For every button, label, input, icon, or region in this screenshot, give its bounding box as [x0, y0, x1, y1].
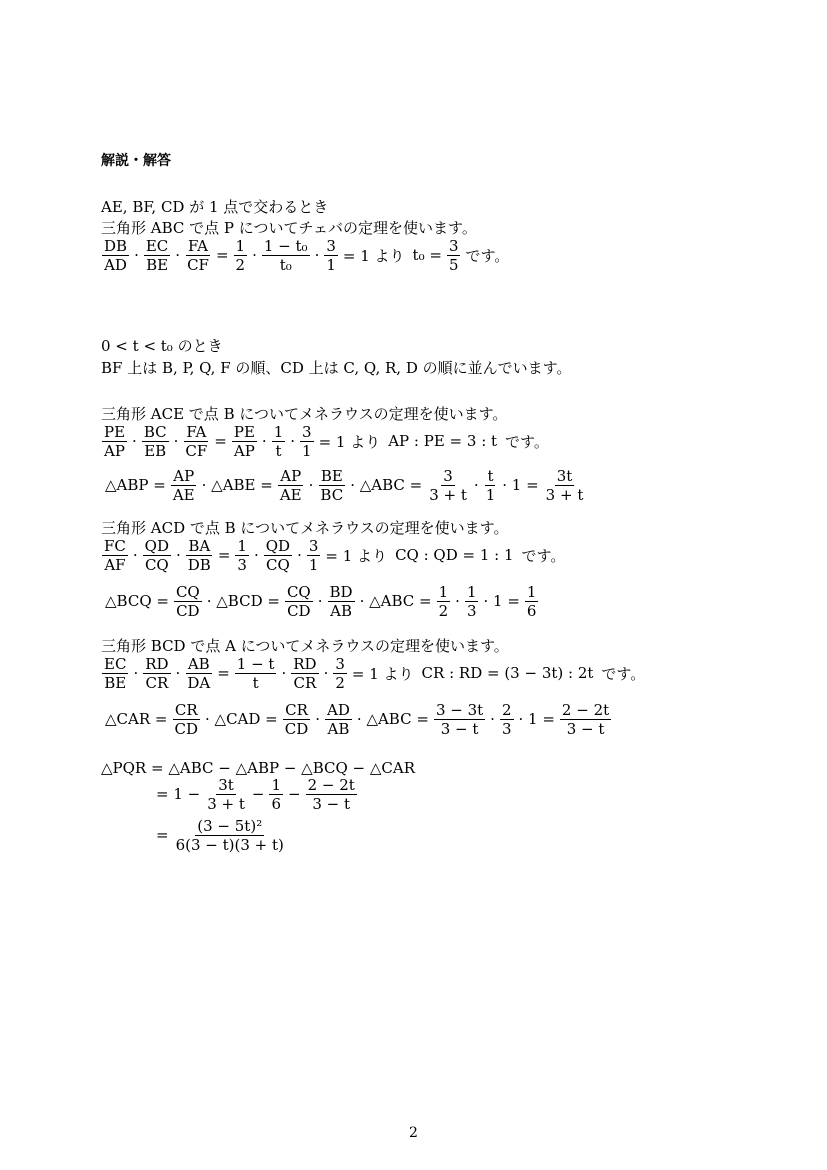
equation-text: · 1 = [483, 592, 520, 610]
equation-text: · [175, 664, 181, 682]
fraction [185, 655, 212, 692]
equation-text: · [176, 546, 181, 564]
equation-text: · △ABC = [350, 476, 423, 494]
s3-line1: 三角形 ACE で点 B についてメネラウスの定理を使います。 [101, 405, 508, 423]
fraction-numerator: 1 [438, 582, 449, 601]
fraction-denominator: AE [279, 485, 302, 504]
fraction-numerator: 3t [218, 775, 234, 794]
fraction-numerator: EC [104, 654, 127, 673]
equation-text: · [455, 592, 460, 610]
equation-text: = [214, 432, 227, 450]
s1-line2: 三角形 ABC で点 P についてチェバの定理を使います。 [101, 219, 477, 237]
fraction [235, 655, 277, 692]
page-number: 2 [409, 1125, 418, 1141]
fraction-denominator: DA [187, 673, 211, 692]
equation-text: = 1 − [156, 785, 201, 803]
equation-text: · [317, 592, 323, 610]
equation-text: · 1 = [518, 710, 555, 728]
equation-text: · [132, 432, 137, 450]
fraction-denominator: t₀ [279, 255, 292, 274]
s5-menelaus-equation [101, 652, 649, 694]
equation-text: △ABP = [105, 476, 166, 494]
fraction-numerator: RD [293, 654, 317, 673]
s2-line2: BF 上は B, P, Q, F の順、CD 上は C, Q, R, D の順に並んでいます。 [101, 359, 572, 377]
equation-text: = 1 より [325, 546, 388, 565]
equation-text: = [156, 826, 169, 844]
fraction-denominator: BE [146, 255, 169, 274]
s6-result-equation [152, 814, 287, 856]
equation-text: · △BCD = [206, 592, 280, 610]
fraction-numerator: 1 [271, 775, 282, 794]
fraction [185, 237, 211, 274]
equation-text: · 1 = [502, 476, 539, 494]
equation-text: △BCQ = [105, 592, 169, 610]
equation-text: · [132, 546, 138, 564]
s3-area-equation [101, 464, 586, 506]
fraction-numerator: 1 − t₀ [263, 236, 308, 255]
fraction [325, 701, 352, 738]
fraction [560, 701, 611, 738]
fraction [143, 655, 170, 692]
fraction-denominator: 2 [235, 255, 246, 274]
equation-text: · [314, 246, 320, 264]
fraction [264, 537, 292, 574]
fraction-numerator: 3 [302, 422, 312, 441]
fraction-denominator: CQ [266, 555, 290, 574]
fraction [234, 237, 248, 274]
fraction-denominator: AP [233, 441, 255, 460]
fraction-denominator: 2 [438, 601, 449, 620]
fraction [172, 701, 200, 738]
equation-text: − [251, 785, 265, 803]
fraction-denominator: 1 [485, 485, 496, 504]
fraction [171, 467, 197, 504]
fraction [205, 776, 247, 813]
equation-text: = 1 より [318, 432, 381, 451]
fraction-numerator: EC [145, 236, 169, 255]
fraction-denominator: CF [187, 255, 209, 274]
fraction-numerator: 3 [443, 466, 453, 485]
fraction-denominator: 5 [448, 255, 459, 274]
equation-text: · [290, 432, 296, 450]
fraction [328, 583, 355, 620]
fraction [291, 655, 318, 692]
equation-text: · △CAD = [205, 710, 278, 728]
equation-text: · △ABC = [356, 710, 429, 728]
fraction [500, 701, 514, 738]
s6-expansion-equation [152, 773, 358, 815]
fraction [142, 423, 169, 460]
fraction-numerator: 3 [448, 236, 459, 255]
fraction [186, 537, 213, 574]
fraction-numerator: RD [145, 654, 169, 673]
fraction-denominator: 3 − t [566, 719, 605, 738]
fraction-numerator: 3t [556, 466, 573, 485]
fraction-numerator: FA [186, 422, 207, 441]
fraction [434, 701, 485, 738]
s4-line1: 三角形 ACD で点 B についてメネラウスの定理を使います。 [101, 519, 509, 537]
fraction-denominator: 6 [526, 601, 537, 620]
fraction-denominator: CR [145, 673, 169, 692]
fraction [283, 701, 311, 738]
equation-text: です。 [601, 664, 646, 683]
equation-text: · [173, 432, 179, 450]
fraction [307, 537, 321, 574]
fraction [324, 237, 338, 274]
equation-text: = [217, 546, 231, 564]
fraction [143, 537, 171, 574]
fraction [447, 237, 461, 274]
fraction-denominator: 3 − t [440, 719, 479, 738]
fraction [465, 583, 479, 620]
fraction-numerator: CR [174, 700, 198, 719]
fraction-numerator: AB [187, 654, 210, 673]
fraction-numerator: BC [143, 422, 167, 441]
fraction-numerator: FC [104, 536, 126, 555]
fraction-numerator: t [487, 466, 494, 485]
equation-text: · [261, 432, 267, 450]
fraction-denominator: 1 [326, 255, 336, 274]
equation-text: · △ABE = [201, 476, 273, 494]
fraction-numerator: 1 − t [236, 654, 275, 673]
fraction-numerator: 2 − 2t [307, 775, 355, 794]
fraction [102, 237, 129, 274]
fraction [544, 467, 586, 504]
fraction [174, 583, 202, 620]
equation-text: です。 [505, 432, 549, 451]
s1-ceva-equation [101, 234, 513, 276]
fraction-numerator: 3 − 3t [435, 700, 484, 719]
fraction-numerator: PE [104, 422, 126, 441]
fraction [269, 776, 283, 813]
equation-text: · [134, 246, 139, 264]
fraction-denominator: 1 [308, 555, 319, 574]
fraction [427, 467, 469, 504]
equation-text: · [308, 476, 314, 494]
fraction-denominator: CD [284, 719, 309, 738]
fraction-denominator: CD [176, 601, 200, 620]
fraction [525, 583, 539, 620]
fraction-numerator: BE [320, 466, 343, 485]
equation-text: · [490, 710, 495, 728]
equation-text: AP : PE = 3 : t [388, 432, 498, 450]
fraction [333, 655, 347, 692]
fraction-denominator: t [252, 673, 259, 692]
fraction-denominator: 6 [271, 794, 282, 813]
fraction-denominator: 3 + t [429, 485, 467, 504]
fraction-numerator: BD [329, 582, 353, 601]
fraction-denominator: CR [293, 673, 317, 692]
fraction [278, 467, 304, 504]
equation-text: △CAR = [105, 710, 168, 728]
equation-text: CR : RD = (3 − 3t) : 2t [421, 664, 594, 682]
fraction-denominator: AB [330, 601, 352, 620]
equation-text: · △ABC = [359, 592, 432, 610]
fraction-denominator: CQ [144, 555, 169, 574]
fraction [262, 237, 310, 274]
fraction [235, 537, 249, 574]
fraction-denominator: CD [174, 719, 198, 738]
section-heading: 解説・解答 [101, 153, 171, 169]
s4-menelaus-equation [101, 534, 569, 576]
fraction [144, 237, 170, 274]
equation-text: · [252, 246, 257, 264]
fraction-numerator: QD [265, 536, 291, 555]
fraction-numerator: 1 [526, 582, 537, 601]
equation-text: · [281, 664, 287, 682]
fraction-numerator: QD [144, 536, 169, 555]
fraction-numerator: CR [285, 700, 308, 719]
fraction-denominator: 3 + t [207, 794, 245, 813]
fraction-numerator: CQ [286, 582, 311, 601]
s5-area-equation [101, 698, 612, 740]
fraction-denominator: CD [287, 601, 311, 620]
fraction-numerator: CQ [175, 582, 200, 601]
equation-text: t₀ = [412, 246, 442, 264]
fraction [437, 583, 451, 620]
fraction [484, 467, 498, 504]
fraction-numerator: PE [233, 422, 255, 441]
fraction [102, 655, 128, 692]
equation-text: · [175, 246, 181, 264]
equation-text: · [133, 664, 139, 682]
equation-text: − [288, 785, 301, 803]
fraction-numerator: AP [173, 466, 195, 485]
equation-text: = 1 より [342, 246, 405, 265]
fraction-numerator: 3 [335, 654, 345, 673]
fraction-numerator: 1 [273, 422, 284, 441]
equation-text: · [323, 664, 329, 682]
fraction-denominator: CF [185, 441, 208, 460]
s4-area-equation [101, 580, 539, 622]
fraction-denominator: AP [104, 441, 125, 460]
fraction-denominator: 3 [237, 555, 247, 574]
fraction-numerator: (3 − 5t)² [197, 816, 263, 835]
fraction [174, 817, 286, 854]
fraction-numerator: DB [104, 236, 128, 255]
fraction-denominator: BC [320, 485, 344, 504]
fraction-denominator: AD [104, 255, 127, 274]
fraction-numerator: 2 [501, 700, 512, 719]
equation-text: = [217, 664, 230, 682]
fraction-denominator: 3 + t [545, 485, 584, 504]
equation-text: · [253, 546, 259, 564]
fraction-denominator: AF [104, 555, 126, 574]
fraction-denominator: EB [144, 441, 167, 460]
fraction-numerator: AP [280, 466, 302, 485]
s5-line1: 三角形 BCD で点 A についてメネラウスの定理を使います。 [101, 637, 509, 655]
equation-text: · [297, 546, 302, 564]
fraction-denominator: BE [104, 673, 127, 692]
fraction-denominator: 6(3 − t)(3 + t) [175, 835, 284, 854]
fraction-denominator: AB [327, 719, 350, 738]
equation-text: CQ : QD = 1 : 1 [395, 546, 514, 564]
fraction-numerator: 3 [308, 536, 319, 555]
fraction-numerator: AD [327, 700, 350, 719]
fraction-denominator: 3 [466, 601, 477, 620]
equation-text: · [473, 476, 479, 494]
fraction [102, 423, 127, 460]
fraction-denominator: 3 [501, 719, 512, 738]
fraction-denominator: 3 − t [312, 794, 351, 813]
fraction-numerator: 1 [466, 582, 477, 601]
fraction-numerator: FA [188, 236, 208, 255]
fraction [102, 537, 128, 574]
s6-line1: △PQR = △ABC − △ABP − △BCQ − △CAR [101, 759, 416, 777]
fraction-denominator: 2 [335, 673, 345, 692]
s3-menelaus-equation [101, 420, 553, 462]
fraction [232, 423, 257, 460]
equation-text: です。 [521, 546, 566, 565]
fraction [306, 776, 357, 813]
fraction-numerator: 3 [326, 236, 336, 255]
equation-text: = 1 より [351, 664, 414, 683]
fraction [285, 583, 313, 620]
equation-text: です。 [465, 246, 510, 265]
fraction [183, 423, 209, 460]
fraction [300, 423, 314, 460]
equation-text: · [315, 710, 321, 728]
fraction-denominator: AE [172, 485, 195, 504]
equation-text: = [215, 246, 229, 264]
s2-line1: 0 < t < t₀ のとき [101, 337, 223, 355]
fraction [318, 467, 345, 504]
fraction-denominator: 1 [302, 441, 312, 460]
fraction-denominator: t [275, 441, 282, 460]
fraction-numerator: 2 − 2t [561, 700, 610, 719]
fraction-numerator: BA [188, 536, 211, 555]
fraction-numerator: 1 [235, 236, 246, 255]
fraction-denominator: DB [187, 555, 211, 574]
fraction [272, 423, 286, 460]
s1-line1: AE, BF, CD が 1 点で交わるとき [101, 198, 329, 216]
fraction-numerator: 1 [237, 536, 247, 555]
